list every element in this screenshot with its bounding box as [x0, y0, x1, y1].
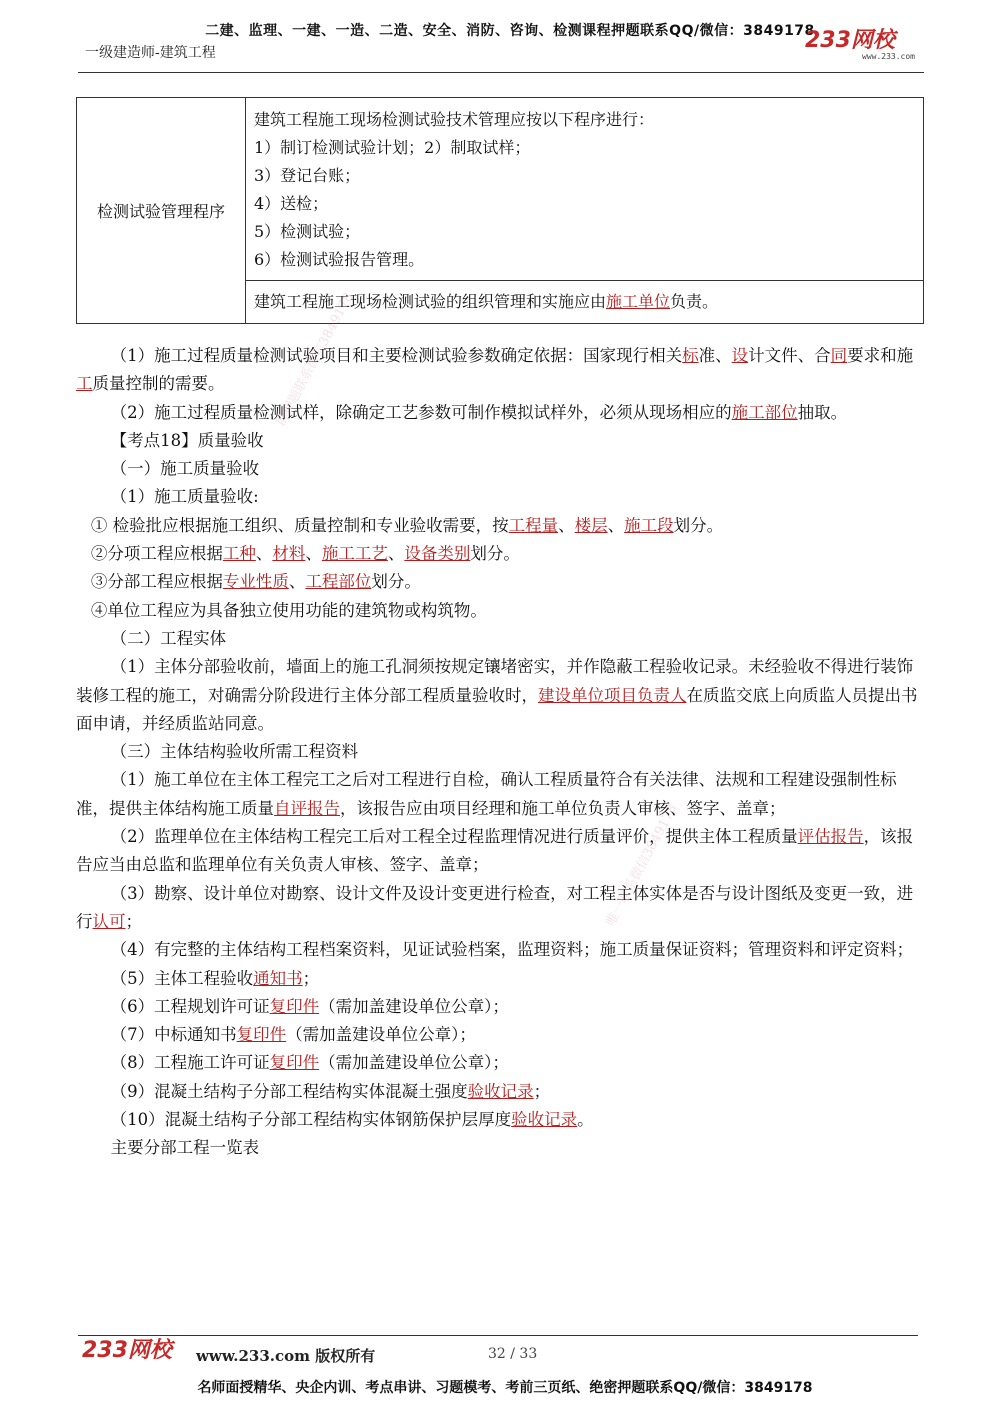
list-item: ④单位工程应为具备独立使用功能的建筑物或构筑物。	[90, 600, 487, 620]
paragraph: （2）施工过程质量检测试样，除确定工艺参数可制作模拟试样外，必须从现场相应的施工部位抽取。	[110, 402, 848, 422]
procedure-intro: 建筑工程施工现场检测试验技术管理应按以下程序进行：	[254, 110, 655, 129]
list-item: ① 检验批应根据施工组织、质量控制和专业验收需要，按工程量、楼层、施工段划分。	[90, 515, 724, 535]
subject-title: 一级建造师-建筑工程	[85, 45, 216, 61]
section-heading: 【考点18】质量验收	[110, 430, 264, 450]
list-item: ③分部工程应根据专业性质、工程部位划分。	[90, 572, 421, 592]
procedure-step: 3）登记台账；	[254, 166, 361, 185]
procedure-step: 5）检测试验；	[254, 222, 361, 241]
paragraph: （2）监理单位在主体结构工程完工后对工程全过程监理情况进行质量评价，提供主体工程质量评估报告，该报告应当由总监和监理单位有关负责人审核、签字、盖章；	[76, 827, 914, 875]
paragraph: （3）勘察、设计单位对勘察、设计文件及设计变更进行检查，对工程主体实体是否与设计图纸及变更一致，进行认可；	[76, 883, 914, 931]
body-content	[76, 342, 926, 1163]
footer-logo	[82, 1340, 172, 1362]
paragraph: （6）工程规划许可证复印件（需加盖建设单位公章）；	[110, 996, 509, 1016]
paragraph: （1）施工质量验收:	[110, 487, 259, 507]
paragraph: （1）施工过程质量检测试验项目和主要检测试验参数确定依据：国家现行相关标准、设计文件、合同要求和施工质量控制的需要。	[76, 346, 914, 394]
footer-logo-text: 233网校	[82, 1338, 172, 1363]
section-heading: （三）主体结构验收所需工程资料	[110, 742, 359, 762]
procedure-label: 检测试验管理程序	[77, 98, 246, 324]
procedure-steps	[246, 98, 924, 281]
procedure-step: 1）制订检测试验计划；2）制取试样；	[254, 138, 531, 157]
paragraph: （9）混凝土结构子分部工程结构实体混凝土强度验收记录；	[110, 1081, 551, 1101]
procedure-responsibility: 建筑工程施工现场检测试验的组织管理和实施应由施工单位负责。	[246, 281, 924, 324]
list-item: ②分项工程应根据工种、材料、施工工艺、设备类别划分。	[90, 544, 520, 564]
brand-logo	[805, 30, 915, 64]
header-banner: 二建、监理、一建、一造、二造、安全、消防、咨询、检测课程押题联系QQ/微信：3849178	[205, 23, 815, 39]
paragraph: （4）有完整的主体结构工程档案资料，见证试验档案，监理资料；施工质量保证资料；管理资料和评定资料；	[110, 940, 914, 960]
paragraph: （1）主体分部验收前，墙面上的施工孔洞须按规定镶堵密实，并作隐蔽工程验收记录。未经验收不得进行装饰装修工程的施工，对确需分阶段进行主体分部工程质量验收时，建设单位项目负责人在质监交底上向质监人员提出书面申请，并经质监站同意。	[76, 657, 918, 733]
paragraph: 主要分部工程一览表	[110, 1138, 260, 1158]
procedure-step: 4）送检；	[254, 194, 329, 213]
watermark: 群押题联系微信3849178	[273, 290, 357, 429]
paragraph: （1）施工单位在主体工程完工之后对工程进行自检，确认工程质量符合有关法律、法规和工程建设强制性标准，提供主体结构施工质量自评报告，该报告应由项目经理和施工单位负责人审核、签字、盖章；	[76, 770, 897, 818]
highlight-term: 施工单位	[606, 292, 671, 311]
footer-banner: 名师面授精华、央企内训、考点串讲、习题模考、考前三页纸、绝密押题联系QQ/微信：3849178	[197, 1380, 813, 1396]
header-divider	[78, 72, 924, 73]
footer-divider	[78, 1335, 918, 1336]
footer-copyright: www.233.com 版权所有	[196, 1347, 376, 1365]
logo-url: www.233.com	[862, 52, 915, 61]
logo-text: 233网校	[805, 28, 895, 53]
section-heading: （一）施工质量验收	[110, 459, 260, 479]
paragraph: （8）工程施工许可证复印件（需加盖建设单位公章）；	[110, 1053, 509, 1073]
procedure-step: 6）检测试验报告管理。	[254, 250, 425, 269]
page-number: 32 / 33	[488, 1346, 538, 1362]
section-heading: （二）工程实体	[110, 628, 227, 648]
paragraph: （10）混凝土结构子分部工程结构实体钢筋保护层厚度验收记录。	[110, 1110, 594, 1130]
watermark: 唯一联系微信3849178	[603, 801, 681, 929]
procedure-table	[76, 97, 924, 324]
paragraph: （7）中标通知书复印件（需加盖建设单位公章）；	[110, 1025, 476, 1045]
paragraph: （5）主体工程验收通知书；	[110, 968, 320, 988]
